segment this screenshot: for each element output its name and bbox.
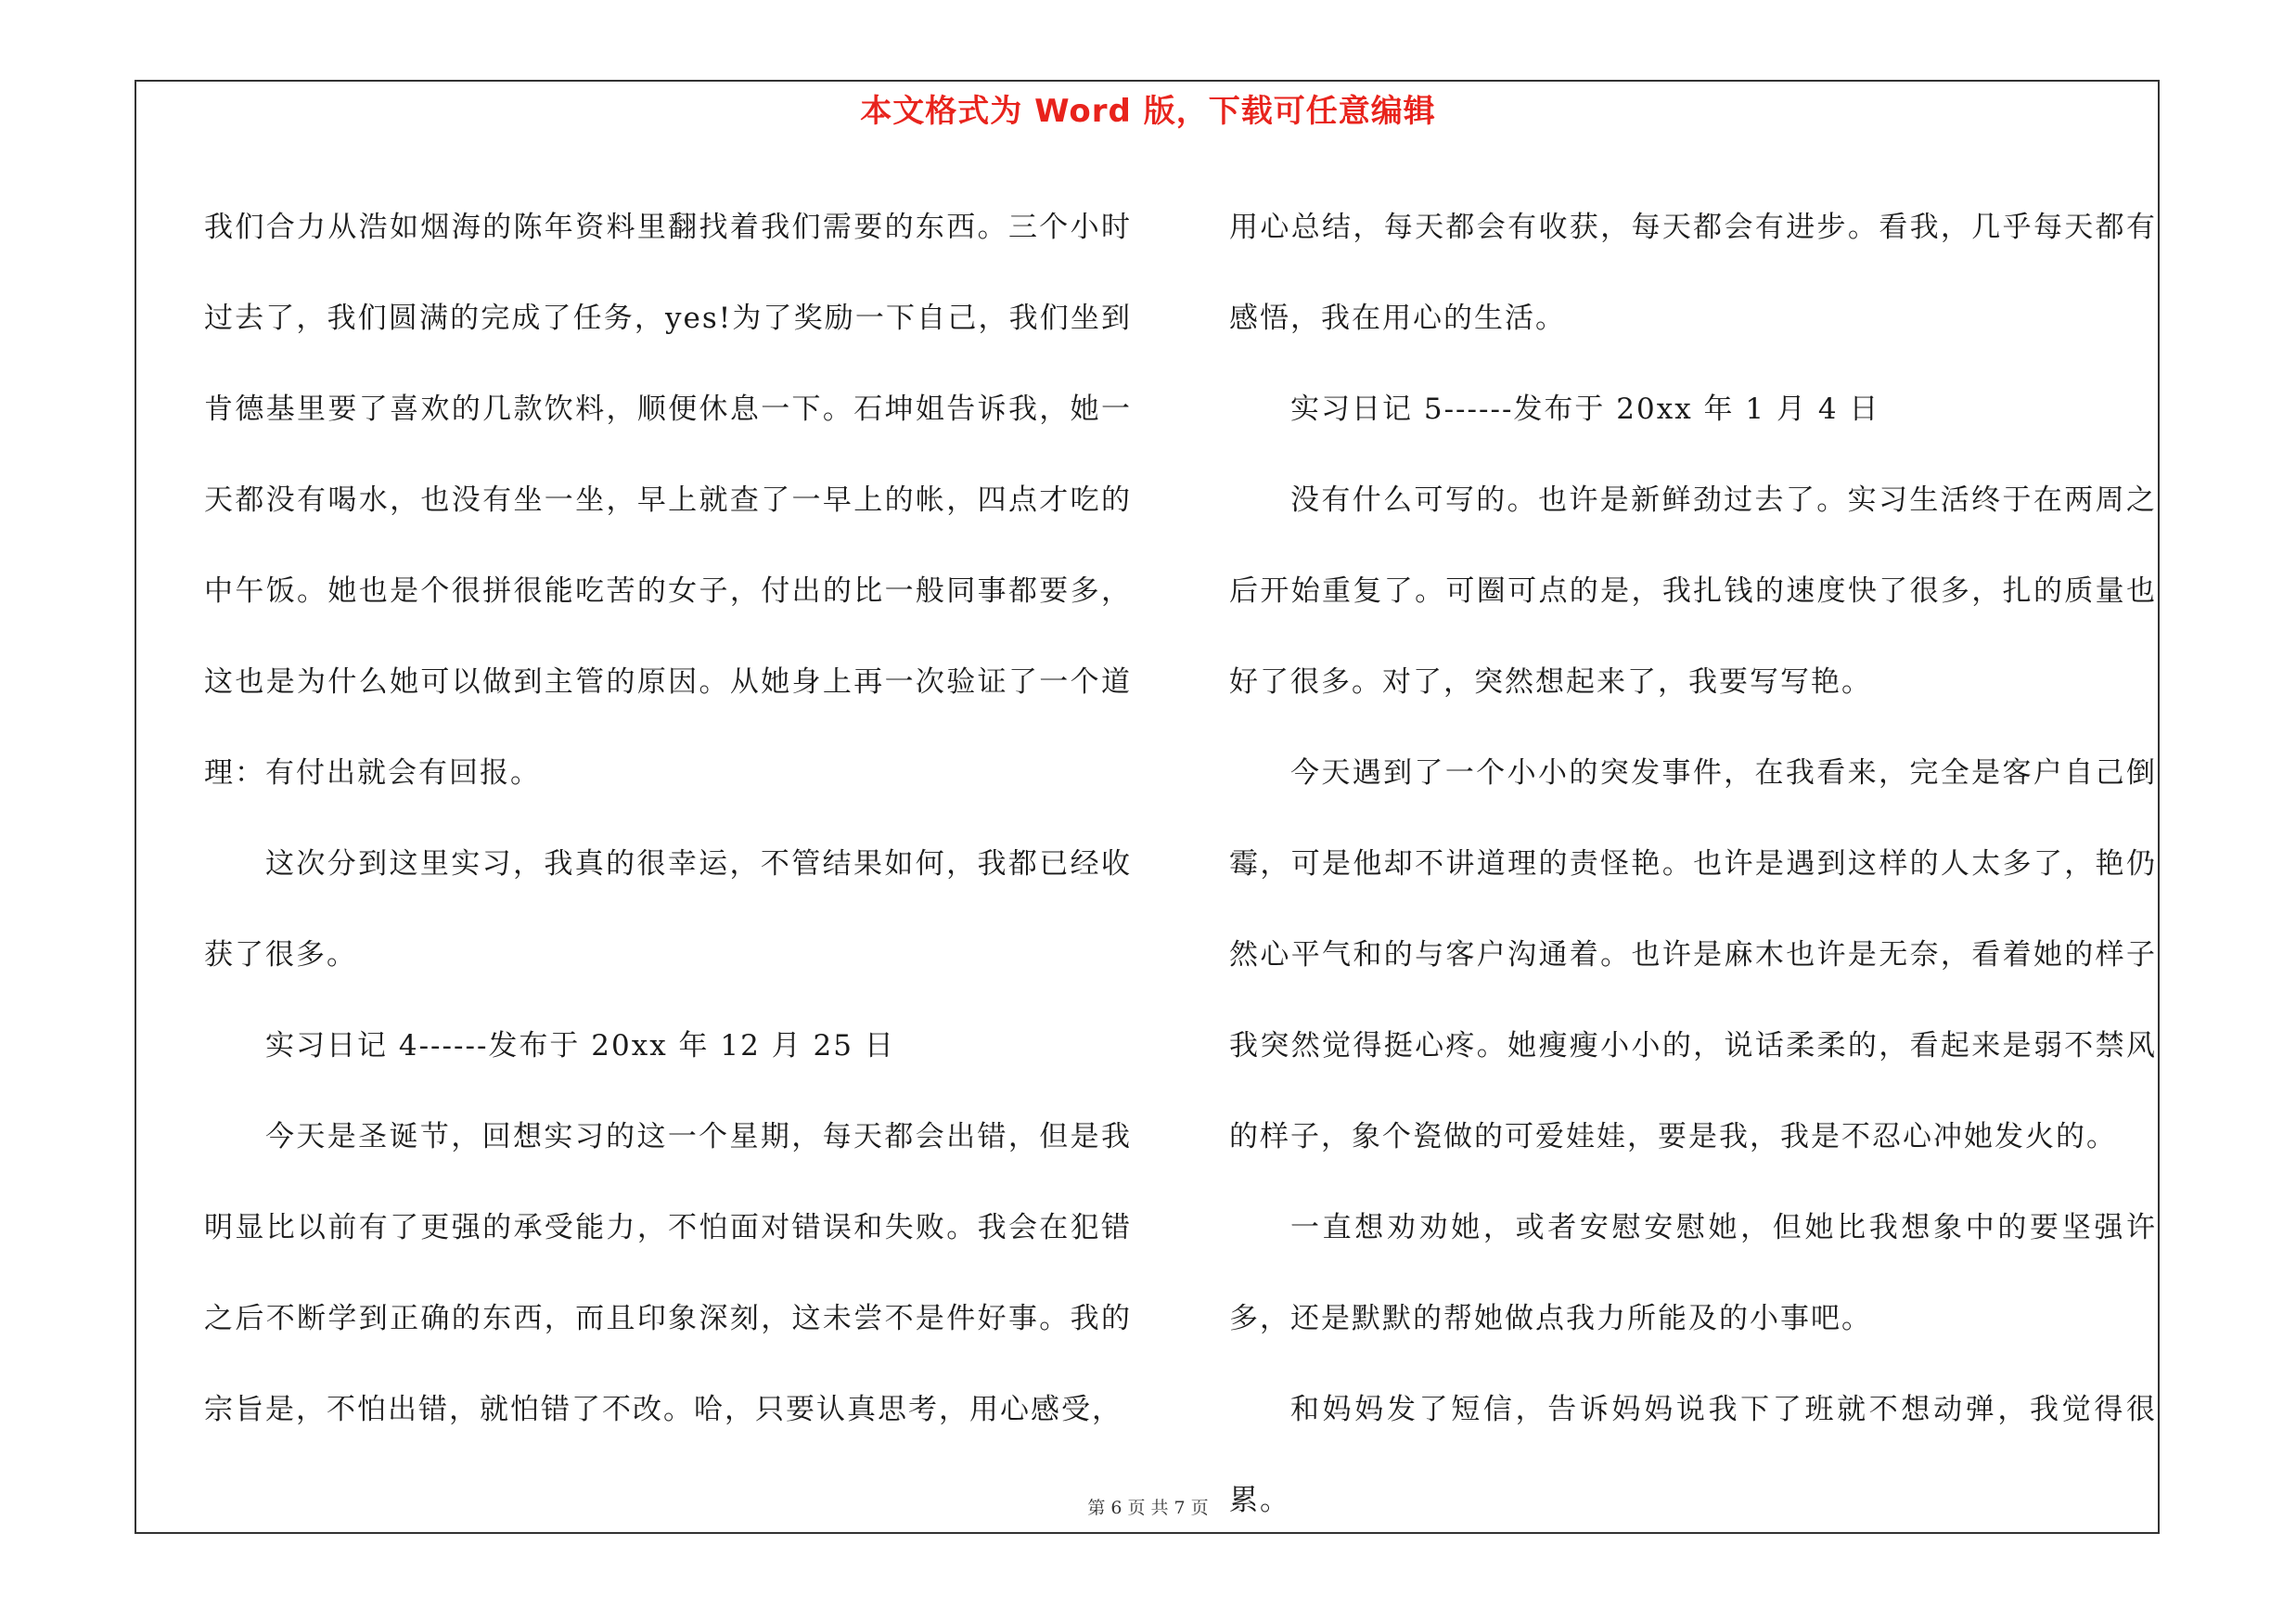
paragraph: 今天是圣诞节，回想实习的这一个星期，每天都会出错，但是我明显比以前有了更强的承受能力，不怕面对错误和失败。我会在犯错之后不断学到正确的东西，而且印象深刻，这未尝不是件好事。我的宗旨是，不怕出错，就怕错了不改。哈，只要认真思考，用心感受， [204,1120,1132,1426]
paragraph: 一直想劝劝她，或者安慰安慰她，但她比我想象中的要坚强许多，还是默默的帮她做点我力所能及的小事吧。 [1229,1211,2157,1335]
right-column [1229,182,2157,1546]
paragraph: 没有什么可写的。也许是新鲜劲过去了。实习生活终于在两周之后开始重复了。可圈可点的是，我扎钱的速度快了很多，扎的质量也好了很多。对了，突然想起来了，我要写写艳。 [1229,483,2157,699]
paragraph: 这次分到这里实习，我真的很幸运，不管结果如何，我都已经收获了很多。 [204,847,1132,972]
format-banner: 本文格式为 Word 版，下载可任意编辑 [860,93,1436,130]
paragraph: 和妈妈发了短信，告诉妈妈说我下了班就不想动弹，我觉得很累。 [1229,1393,2157,1517]
left-column [204,182,1132,1455]
paragraph: 我们合力从浩如烟海的陈年资料里翻找着我们需要的东西。三个小时过去了，我们圆满的完成了任务，yes!为了奖励一下自己，我们坐到肯德基里要了喜欢的几款饮料，顺便休息一下。石坤姐告诉我，她一天都没有喝水，也没有坐一坐，早上就查了一早上的帐，四点才吃的中午饭。她也是个很拼很能吃苦的女子，付出的比一般同事都要多，这也是为什么她可以做到主管的原因。从她身上再一次验证了一个道理：有付出就会有回报。 [204,211,1132,790]
diary-heading: 实习日记 4------发布于 20xx 年 12 月 25 日 [265,1029,895,1063]
page-number: 第 6 页 共 7 页 [1087,1498,1209,1518]
diary-heading: 实习日记 5------发布于 20xx 年 1 月 4 日 [1290,393,1880,426]
paragraph: 今天遇到了一个小小的突发事件，在我看来，完全是客户自己倒霉，可是他却不讲道理的责怪艳。也许是遇到这样的人太多了，艳仍然心平气和的与客户沟通着。也许是麻木也许是无奈，看着她的样子我突然觉得挺心疼。她瘦瘦小小的，说话柔柔的，看起来是弱不禁风的样子，象个瓷做的可爱娃娃，要是我，我是不忍心冲她发火的。 [1229,756,2157,1153]
paragraph: 用心总结，每天都会有收获，每天都会有进步。看我，几乎每天都有感悟，我在用心的生活。 [1229,211,2157,335]
